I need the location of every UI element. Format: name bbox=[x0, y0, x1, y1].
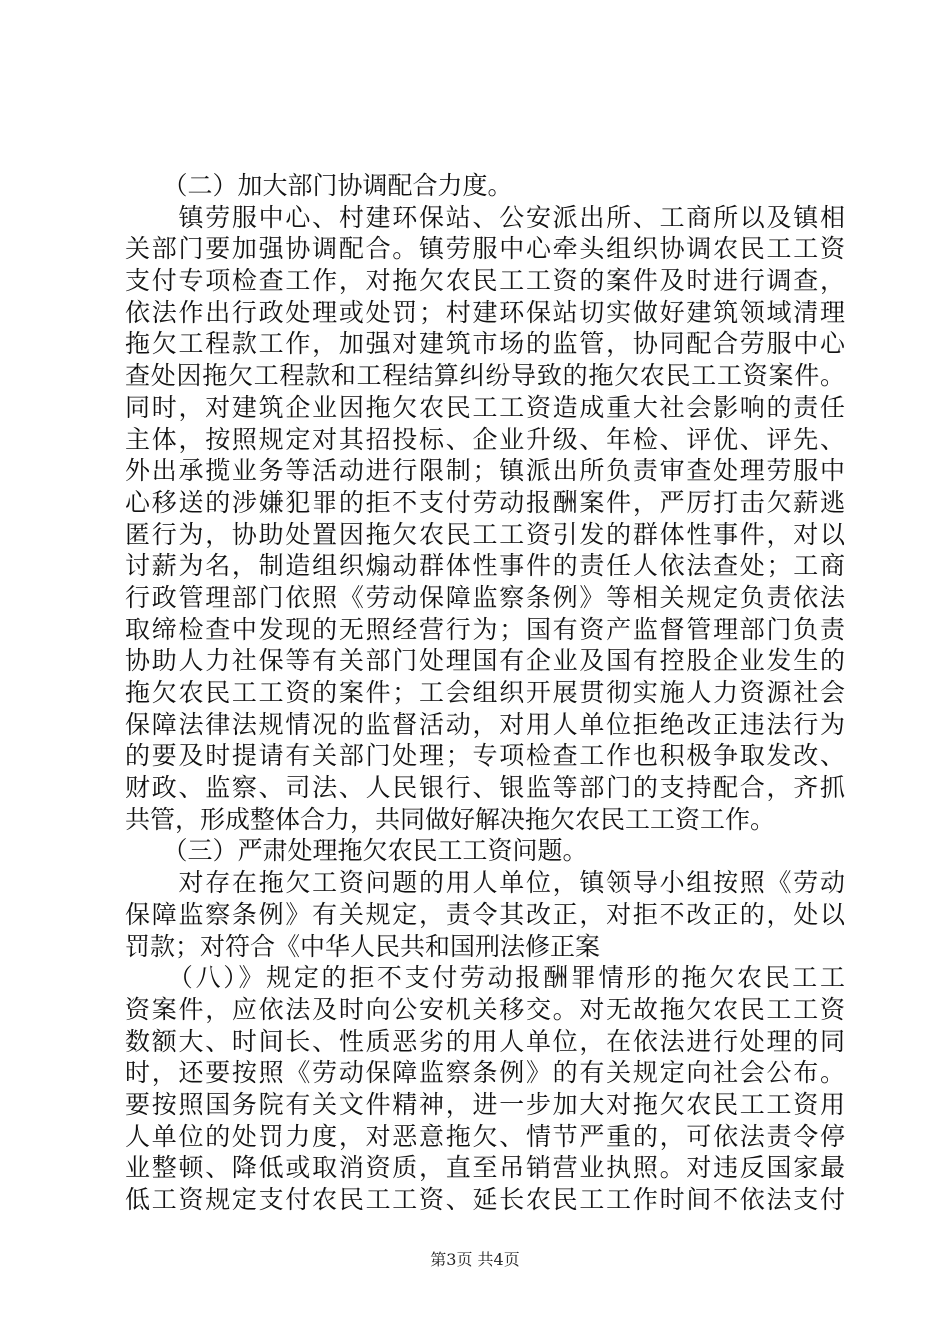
text-line: （八）》规定的拒不支付劳动报酬罪情形的拖欠农民工工 bbox=[125, 963, 845, 993]
text-line: 保障监察条例》有关规定，责令其改正，对拒不改正的，处以 bbox=[125, 899, 845, 929]
text-line: 匿行为，协助处置因拖欠农民工工资引发的群体性事件，对以 bbox=[125, 519, 845, 549]
text-line: 要按照国务院有关文件精神，进一步加大对拖欠农民工工资用 bbox=[125, 1089, 845, 1119]
text-line: 人单位的处罚力度，对恶意拖欠、情节严重的，可依法责令停 bbox=[125, 1121, 845, 1151]
text-line: 保障法律法规情况的监督活动，对用人单位拒绝改正违法行为 bbox=[125, 709, 845, 739]
text-line: 对存在拖欠工资问题的用人单位，镇领导小组按照《劳动 bbox=[125, 868, 845, 898]
text-line: 时，还要按照《劳动保障监察条例》的有关规定向社会公布。 bbox=[125, 1058, 845, 1088]
text-line: 共管，形成整体合力，共同做好解决拖欠农民工工资工作。 bbox=[125, 804, 776, 834]
text-line: 主体，按照规定对其招投标、企业升级、年检、评优、评先、 bbox=[125, 424, 845, 454]
text-line: 查处因拖欠工程款和工程结算纠纷导致的拖欠农民工工资案件。 bbox=[125, 361, 845, 391]
text-line: 讨薪为名，制造组织煽动群体性事件的责任人依法查处；工商 bbox=[125, 551, 845, 581]
text-line: 镇劳服中心、村建环保站、公安派出所、工商所以及镇相 bbox=[125, 202, 845, 232]
text-line: 依法作出行政处理或处罚；村建环保站切实做好建筑领域清理 bbox=[125, 297, 845, 327]
text-line: （二）加大部门协调配合力度。 bbox=[125, 171, 513, 200]
text-line: （三）严肃处理拖欠农民工工资问题。 bbox=[125, 836, 588, 866]
text-line: 数额大、时间长、性质恶劣的用人单位，在依法进行处理的同 bbox=[125, 1026, 845, 1056]
text-line: 行政管理部门依照《劳动保障监察条例》等相关规定负责依法 bbox=[125, 582, 845, 612]
text-line: 拖欠工程款工作，加强对建筑市场的监管，协同配合劳服中心 bbox=[125, 329, 845, 359]
text-line: 的要及时提请有关部门处理；专项检查工作也积极争取发改、 bbox=[125, 741, 845, 771]
text-line: 罚款；对符合《中华人民共和国刑法修正案 bbox=[125, 931, 601, 961]
text-line: 支付专项检查工作，对拖欠农民工工资的案件及时进行调查， bbox=[125, 266, 845, 296]
text-line: 低工资规定支付农民工工资、延长农民工工作时间不依法支付 bbox=[125, 1185, 845, 1214]
text-line: 拖欠农民工工资的案件；工会组织开展贯彻实施人力资源社会 bbox=[125, 678, 845, 707]
text-line: 心移送的涉嫌犯罪的拒不支付劳动报酬案件，严厉打击欠薪逃 bbox=[125, 487, 845, 517]
text-line: 业整顿、降低或取消资质，直至吊销营业执照。对违反国家最 bbox=[125, 1153, 845, 1183]
text-line: 协助人力社保等有关部门处理国有企业及国有控股企业发生的 bbox=[125, 646, 845, 676]
document-body bbox=[125, 170, 845, 1216]
text-line: 同时，对建筑企业因拖欠农民工工资造成重大社会影响的责任 bbox=[125, 392, 845, 422]
text-line: 资案件，应依法及时向公安机关移交。对无故拖欠农民工工资 bbox=[125, 994, 845, 1024]
text-line: 关部门要加强协调配合。镇劳服中心牵头组织协调农民工工资 bbox=[125, 234, 845, 264]
page-footer: 第3页 共4页 bbox=[430, 1250, 520, 1269]
text-line: 取缔检查中发现的无照经营行为；国有资产监督管理部门负责 bbox=[125, 614, 845, 644]
text-line: 财政、监察、司法、人民银行、银监等部门的支持配合，齐抓 bbox=[125, 773, 845, 803]
text-line: 外出承揽业务等活动进行限制；镇派出所负责审查处理劳服中 bbox=[125, 456, 845, 486]
